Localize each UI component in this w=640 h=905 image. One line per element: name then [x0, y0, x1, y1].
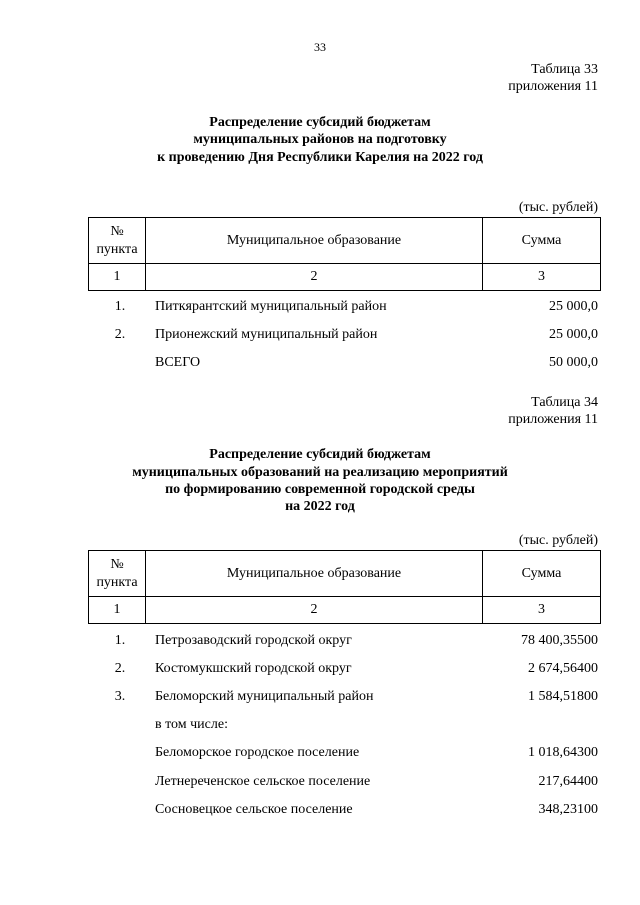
- table-row-subheading: в том числе:: [155, 717, 228, 732]
- table-row-name: Костомукшский городской округ: [155, 661, 352, 676]
- table33-col-index-3: 3: [483, 264, 601, 291]
- table-row-name: Беломорское городское поселение: [155, 745, 360, 760]
- table-row-number: 1.: [114, 633, 126, 648]
- table34-title-line4: на 2022 год: [285, 499, 355, 514]
- table-row-name: Сосновецкое сельское поселение: [155, 802, 353, 817]
- table33-col-sum-header: Сумма: [483, 218, 601, 264]
- table34-col-number-header: [89, 551, 146, 597]
- table-row-total-value: 50 000,0: [549, 355, 598, 370]
- page-number: 33: [314, 40, 326, 54]
- table-row-value: 1 018,64300: [528, 745, 598, 760]
- table34-col-sum-header: Сумма: [483, 551, 601, 597]
- table-row-value: 348,23100: [538, 802, 598, 817]
- table33-appendix-label: приложения 11: [508, 79, 598, 94]
- table-row-name: Беломорский муниципальный район: [155, 689, 374, 704]
- table-row-value: 25 000,0: [549, 327, 598, 342]
- table34-label: Таблица 34: [531, 395, 598, 410]
- table34-title-line3: по формированию современной городской среды: [165, 482, 475, 497]
- table-row-name: Прионежский муниципальный район: [155, 327, 378, 342]
- table33-col-number-header: [89, 218, 146, 264]
- table33-title-line2: муниципальных районов на подготовку: [193, 132, 447, 147]
- table33-label: Таблица 33: [531, 62, 598, 77]
- table33-col-municipality-header: Муниципальное образование: [146, 218, 483, 264]
- table33-title-line3: к проведению Дня Республики Карелия на 2022 год: [157, 150, 483, 165]
- table-row-number: 2.: [114, 327, 126, 342]
- table33-col-number-symbol: №: [110, 223, 124, 239]
- table34-units: (тыс. рублей): [518, 533, 598, 548]
- table-row-value: 78 400,35500: [521, 633, 598, 648]
- table34-col-municipality-header: Муниципальное образование: [146, 551, 483, 597]
- table34-title-line1: Распределение субсидий бюджетам: [209, 447, 431, 462]
- table34-appendix-label: приложения 11: [508, 412, 598, 427]
- table33-units: (тыс. рублей): [518, 200, 598, 215]
- table34-title-line2: муниципальных образований на реализацию мероприятий: [132, 465, 508, 480]
- table-row-value: 1 584,51800: [528, 689, 598, 704]
- table-row-name: Летнереченское сельское поселение: [155, 774, 371, 789]
- table33-col-index-1: 1: [89, 264, 146, 291]
- table33-col-number-word: пункта: [96, 241, 138, 257]
- table-row-number: 2.: [114, 661, 126, 676]
- table-row-value: 217,64400: [538, 774, 598, 789]
- table34-col-index-1: 1: [89, 597, 146, 624]
- table34-col-number-symbol: №: [110, 556, 124, 572]
- table34-header: [88, 550, 601, 624]
- table33-title-line1: Распределение субсидий бюджетам: [209, 115, 431, 130]
- table-row-number: 3.: [114, 689, 126, 704]
- table34-col-index-3: 3: [483, 597, 601, 624]
- table33-col-index-2: 2: [146, 264, 483, 291]
- table-row-name: Питкярантский муниципальный район: [155, 299, 387, 314]
- table-row-value: 2 674,56400: [528, 661, 598, 676]
- table-row-value: 25 000,0: [549, 299, 598, 314]
- table-row-name: Петрозаводский городской округ: [155, 633, 352, 648]
- table-row-number: 1.: [114, 299, 126, 314]
- table34-col-number-word: пункта: [96, 574, 138, 590]
- table-row-total-label: ВСЕГО: [155, 355, 201, 370]
- table33-header: [88, 217, 601, 291]
- table34-col-index-2: 2: [146, 597, 483, 624]
